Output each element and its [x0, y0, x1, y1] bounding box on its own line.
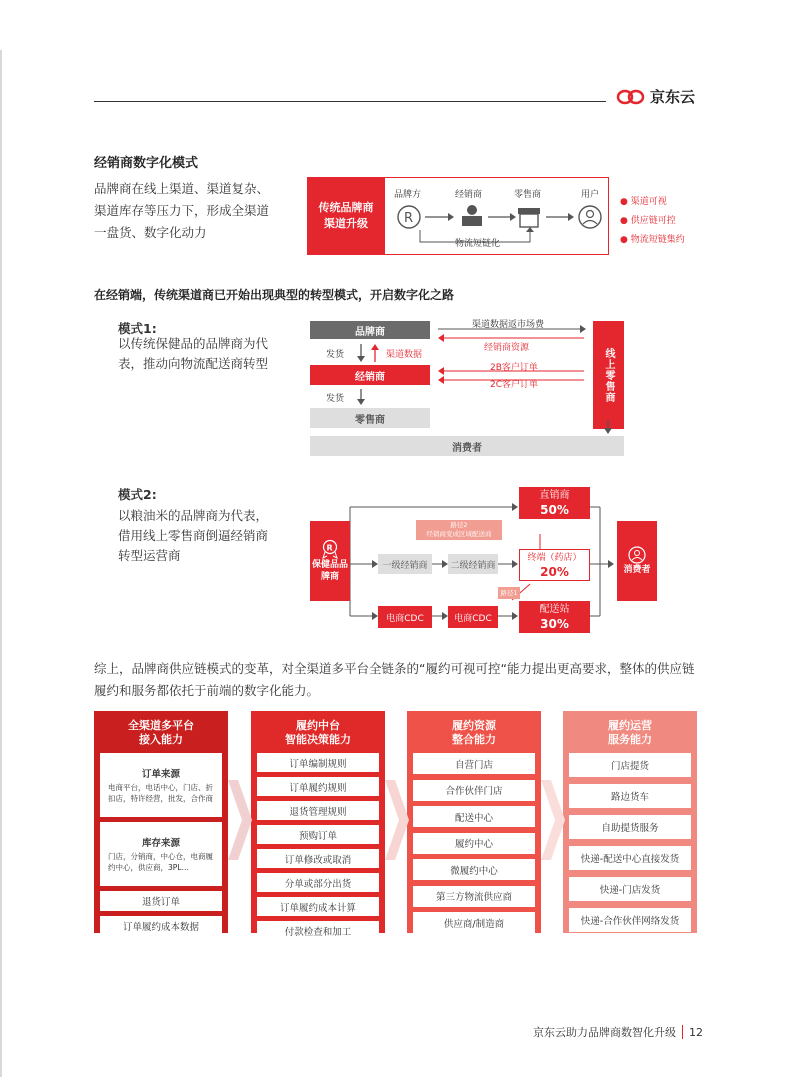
diagram1-left-box: 传统品牌商渠道升级: [307, 177, 385, 255]
mode2-cdc2-box: 电商CDC: [448, 606, 498, 628]
mode1-arrow-top2: 经销商资源: [484, 343, 530, 353]
mode2-cdc1-box: 电商CDC: [378, 606, 432, 628]
section-title: 经销商数字化模式: [94, 156, 199, 171]
brand-name: 京东云: [650, 88, 696, 106]
col3-item: 履约中心: [413, 833, 535, 854]
col4-item: 快递-配送中心直接发货: [569, 846, 691, 870]
col2-title-1: 履约中台: [296, 719, 340, 732]
col2-title-2: 智能决策能力: [285, 733, 351, 746]
col1-order-source: [100, 753, 222, 817]
col3-item: 供应商/制造商: [413, 912, 535, 933]
mode1-online-retailer-box: 线上零售商: [593, 321, 624, 429]
mode2-direct-box: [519, 487, 590, 519]
col1-title-2: 接入能力: [139, 733, 183, 746]
col4-title-1: 履约运营: [608, 719, 652, 732]
path2-label: 路径2: [450, 521, 468, 529]
section-intro: 品牌商在线上渠道、渠道复杂、渠道库存等压力下，形成全渠道一盘货、数字化动力: [94, 181, 270, 240]
col4-item: 自助提货服务: [569, 815, 691, 839]
mode2-level2-box: 二级经销商: [448, 554, 498, 574]
col1-order-source-sub: 电商平台，电话中心，门店、折扣店，特许经营，批发，合作商: [108, 783, 213, 803]
mode2-path2-box: [416, 520, 502, 540]
mode1-ship2: 发货: [326, 394, 345, 404]
consumer-user-icon: [628, 546, 646, 564]
mode2-brand-box: [310, 521, 350, 601]
capability-column-1: [94, 711, 228, 933]
mode1-online-arrow: [600, 420, 616, 436]
mode1-arrow-mid1: 2B客户订单: [490, 363, 538, 373]
mode1-ship1: 发货: [326, 350, 345, 360]
col1-inventory-source-title: 库存来源: [141, 838, 180, 849]
mode1-arrows-1: [354, 342, 384, 364]
brand-medal-icon: [321, 539, 339, 559]
col2-item: 订单编制规则: [257, 753, 379, 772]
mode2-consumer-label: 消费者: [623, 565, 651, 575]
col2-item: 订单修改或取消: [257, 849, 379, 868]
col2-item: 预购订单: [257, 825, 379, 844]
capability-column-4: [563, 711, 697, 933]
col3-item: 自营门店: [413, 753, 535, 774]
col3-item: 合作伙伴门店: [413, 780, 535, 801]
col3-title-1: 履约资源: [452, 719, 496, 732]
col4-item: 门店提货: [569, 753, 691, 777]
node-user-label: 用户: [581, 190, 600, 200]
terminal-pct: 20%: [540, 565, 569, 579]
mode1-dealer-box: 经销商: [310, 365, 430, 385]
node-dealer-label: 经销商: [455, 190, 483, 200]
col3-item: 微履约中心: [413, 859, 535, 880]
brand-logo: [616, 86, 695, 107]
mode1-channel-data: 渠道数据: [386, 350, 423, 360]
bullet-1: 渠道可视: [630, 197, 667, 207]
mode1-arrow-mid2: 2C客户订单: [490, 380, 539, 390]
svg-text:R: R: [404, 211, 414, 226]
mode2-label: 模式2:: [118, 487, 157, 502]
diagram1-bullets: ● 渠道可视 ● 供应链可控 ● 物流短链集约: [620, 197, 685, 245]
col2-item: 分单或部分出货: [257, 873, 379, 892]
col2-item: 付款检查和加工: [257, 921, 379, 940]
col3-item: 第三方物流供应商: [413, 886, 535, 907]
col1-order-source-title: 订单来源: [141, 769, 180, 780]
bullet-2: 供应链可控: [630, 216, 676, 226]
mode2-consumer-box: [617, 521, 657, 601]
summary-paragraph: 综上，品牌商供应链模式的变革，对全渠道多平台全链条的“履约可视可控“能力提出更高要求，整体的供应链履约和服务都依托于前端的数字化能力。: [94, 661, 695, 698]
col1-title-1: 全渠道多平台: [128, 719, 194, 732]
mode1-consumer-bar: 消费者: [310, 436, 624, 456]
mode1-retailer-box: 零售商: [310, 408, 430, 428]
col1-return-order: 退货订单: [100, 891, 222, 911]
mode1-arrow-down: [354, 387, 370, 407]
col1-fulfillment-cost: 订单履约成本数据: [100, 916, 222, 936]
diagram1-bottom-label: 物流短链化: [455, 239, 501, 249]
node-retailer-label: 零售商: [514, 190, 542, 200]
direct-pct: 50%: [540, 503, 569, 517]
heading-transformation: 在经销端，传统渠道商已开始出现典型的转型模式，开启数字化之路: [94, 288, 455, 302]
page-edge-rule: [0, 50, 2, 1077]
footer-divider: [682, 1025, 683, 1039]
col3-title-2: 整合能力: [452, 733, 496, 746]
mode1-desc: 以传统保健品的品牌商为代表，推动向物流配送商转型: [118, 336, 269, 371]
col4-item: 快递-门店发货: [569, 877, 691, 901]
mode2-path1-tag: 路径1: [498, 587, 520, 599]
page-footer: [533, 1024, 703, 1040]
path2-desc: 经销商变成区域配送商: [426, 530, 492, 538]
mode2-terminal-box: [519, 549, 590, 581]
col2-item: 订单履约规则: [257, 777, 379, 796]
header-rule: [94, 101, 606, 102]
col2-item: 订单履约成本计算: [257, 897, 379, 916]
col2-item: 退货管理规则: [257, 801, 379, 820]
svg-text:R: R: [326, 543, 333, 553]
col4-item: 路边货车: [569, 784, 691, 808]
column-chevrons: [228, 780, 568, 860]
col1-inventory-source: [100, 822, 222, 886]
col3-item: 配送中心: [413, 806, 535, 827]
bullet-3: 物流短链集约: [630, 235, 685, 245]
station-label: 配送站: [539, 604, 570, 615]
mode2-brand-label: 保健品品牌商: [311, 560, 348, 582]
col4-item: 快递-合作伙伴网络发货: [569, 908, 691, 932]
terminal-label: 终端（药店）: [527, 553, 582, 563]
mode1-label: 模式1:: [118, 321, 157, 336]
col4-title-2: 服务能力: [608, 733, 652, 746]
station-pct: 30%: [540, 617, 569, 631]
direct-label: 直销商: [539, 490, 570, 501]
footer-text: 京东云助力品牌商数智化升级: [533, 1026, 676, 1039]
mode2-level1-box: 一级经销商: [378, 554, 432, 574]
mode2-desc: 以粮油米的品牌商为代表，借用线上零售商倒逼经销商转型运营商: [118, 508, 269, 563]
mode1-brand-box: 品牌商: [310, 321, 430, 339]
col1-inventory-source-sub: 门店，分销商，中心仓，电商履约中心，供应商，3PL…: [108, 852, 213, 872]
jd-cloud-logo-icon: [616, 88, 646, 106]
node-brand-label: 品牌方: [394, 190, 422, 200]
mode2-station-box: [519, 601, 590, 633]
page-number: 12: [689, 1025, 703, 1039]
mode1-arrow-top1: 渠道数据返市场费: [472, 320, 545, 330]
